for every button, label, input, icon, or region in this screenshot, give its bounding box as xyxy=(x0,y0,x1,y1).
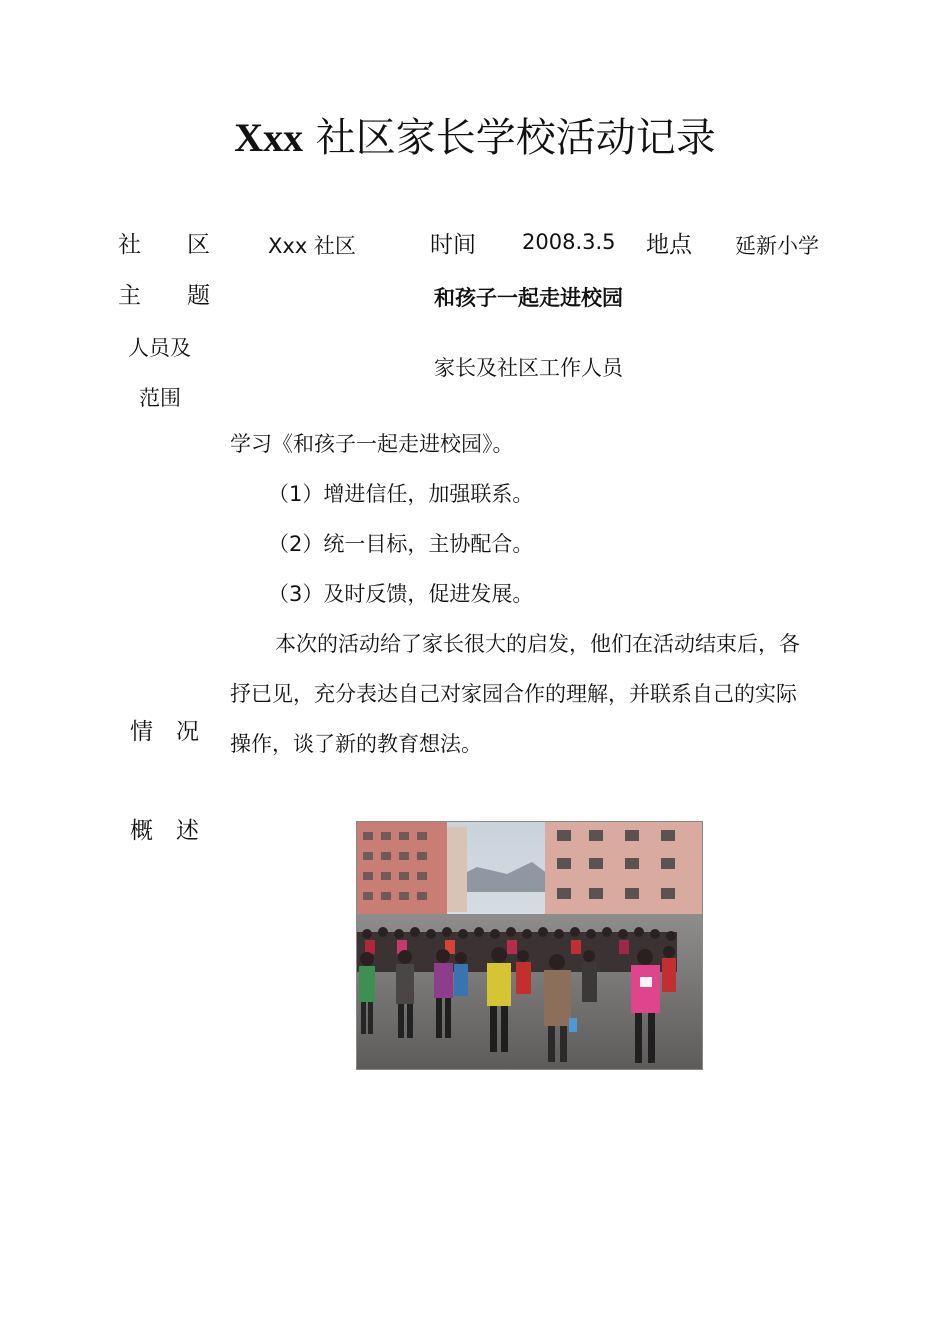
community-value: Xxx 社区 xyxy=(268,234,356,258)
people-label-line2: 范围 xyxy=(139,386,181,410)
title-prefix: Xxx xyxy=(234,115,304,160)
summary-point-2: （2）统一目标，主协配合。 xyxy=(268,532,534,556)
summary-body-line-2: 抒已见，充分表达自己对家园合作的理解，并联系自己的实际 xyxy=(230,682,797,706)
summary-body-line-3: 操作，谈了新的教育想法。 xyxy=(230,732,482,756)
summary-point-1: （1）增进信任，加强联系。 xyxy=(268,482,534,506)
page-title xyxy=(0,106,950,163)
title-text: 社区家长学校活动记录 xyxy=(303,115,716,161)
community-label: 社 区 xyxy=(118,232,210,258)
time-value: 2008.3.5 xyxy=(522,230,616,254)
activity-photo xyxy=(356,821,703,1070)
summary-label-line2: 概 述 xyxy=(130,818,199,844)
place-label: 地点 xyxy=(646,232,692,258)
summary-label-line1: 情 况 xyxy=(130,719,199,745)
theme-label: 主 题 xyxy=(118,283,210,309)
people-label-line1: 人员及 xyxy=(128,336,191,360)
people-value: 家长及社区工作人员 xyxy=(434,356,623,380)
summary-point-3: （3）及时反馈，促进发展。 xyxy=(268,582,534,606)
summary-intro: 学习《和孩子一起走进校园》。 xyxy=(230,432,514,456)
place-value: 延新小学 xyxy=(735,234,819,258)
theme-value: 和孩子一起走进校园 xyxy=(434,286,623,310)
summary-body-line-1: 本次的活动给了家长很大的启发，他们在活动结束后，各 xyxy=(275,632,800,656)
time-label: 时间 xyxy=(430,232,476,258)
